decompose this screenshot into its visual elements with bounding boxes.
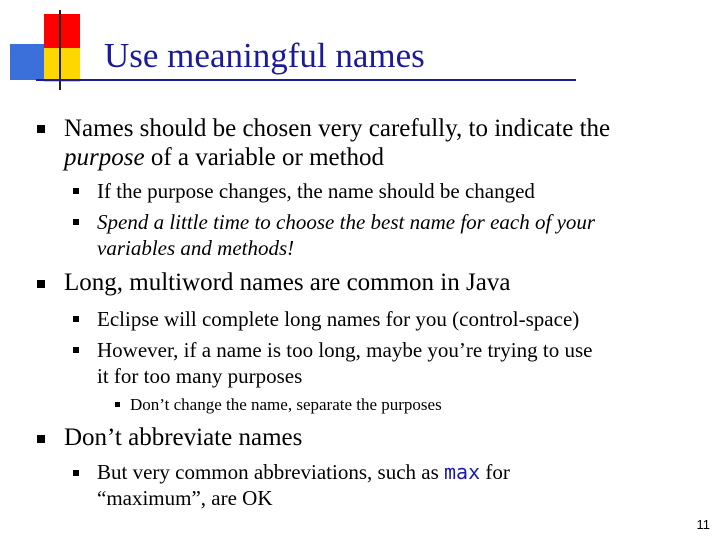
page-number: 11 — [696, 517, 710, 532]
bullet-marker — [37, 125, 45, 133]
bullet-1-rest: of a variable or method — [144, 144, 385, 171]
bullet-3-text: Don’t abbreviate names — [64, 424, 303, 451]
code-keyword: max — [444, 460, 481, 484]
slide-logo-icon — [0, 0, 110, 90]
sub-bullet-marker — [73, 316, 79, 322]
bullet-1-line-2 — [64, 143, 384, 173]
sub-bullet-marker — [73, 347, 79, 353]
bullet-1-sub-2-line-2: variables and methods! — [97, 236, 295, 260]
bullet-marker — [37, 280, 45, 288]
bullet-2-sub-sub: Don’t change the name, separate the purposes — [130, 395, 442, 414]
bullet-1-sub-2-line-1: Spend a little time to choose the best name for each of your — [97, 210, 596, 234]
bullet-3-sub-1-text-b: for — [480, 460, 510, 484]
bullet-3-sub-1-line-1 — [97, 459, 510, 486]
slide-title: Use meaningful names — [104, 36, 425, 75]
bullet-3-sub-1-line-2: “maximum”, are OK — [97, 486, 273, 510]
bullet-marker — [37, 435, 45, 443]
bullet-1-sub-1: If the purpose changes, the name should be changed — [97, 179, 535, 203]
sub-bullet-marker — [73, 219, 79, 225]
sub-sub-bullet-marker — [115, 402, 120, 407]
bullet-2-text: Long, multiword names are common in Java — [64, 269, 511, 296]
bullet-2-sub-2-line-2: it for too many purposes — [97, 364, 303, 388]
bullet-1-emphasis: purpose — [64, 144, 145, 171]
bullet-2-sub-1: Eclipse will complete long names for you (control-space) — [97, 307, 580, 331]
sub-bullet-marker — [73, 470, 79, 476]
title-divider — [36, 79, 576, 81]
bullet-1-line-1: Names should be chosen very carefully, to indicate the — [64, 115, 611, 142]
bullet-2-sub-2-line-1: However, if a name is too long, maybe you’re trying to use — [97, 338, 593, 362]
bullet-3-sub-1-text-a: But very common abbreviations, such as — [97, 460, 445, 484]
sub-bullet-marker — [73, 188, 79, 194]
